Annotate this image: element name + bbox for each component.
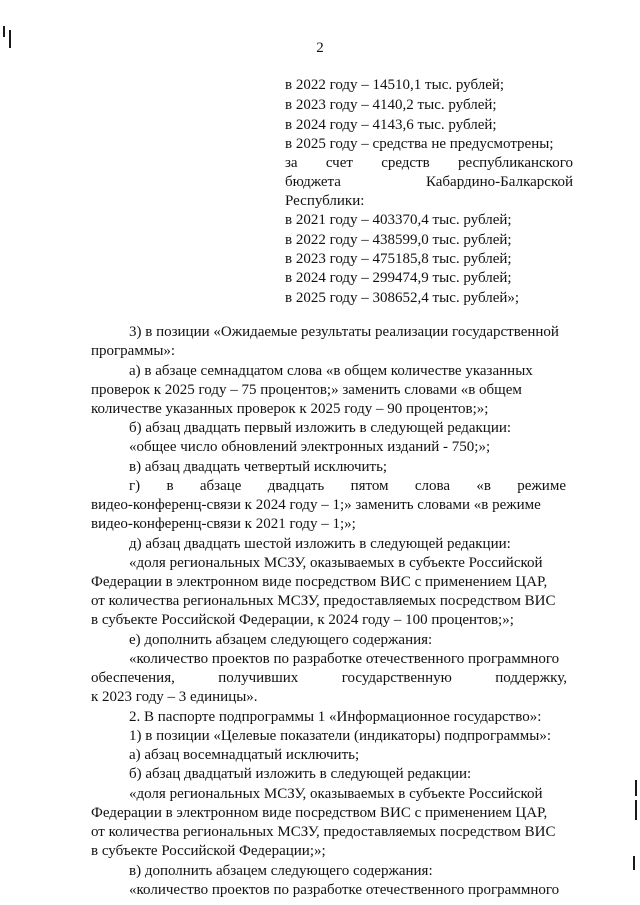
- page-number: 2: [316, 40, 324, 56]
- scan-margin-mark: [635, 800, 637, 820]
- financing-line: в 2024 году – 4143,6 тыс. рублей;: [285, 117, 497, 133]
- paragraph-line: б) абзац двадцатый изложить в следующей редакции:: [129, 766, 472, 782]
- word: слова: [414, 478, 451, 494]
- scan-margin-mark: [633, 856, 635, 870]
- paragraph-line: в) абзац двадцать четвертый исключить;: [129, 459, 388, 475]
- word: «в: [476, 478, 491, 494]
- paragraph-line: в субъекте Российской Федерации, к 2024 году – 100 процентов;»;: [91, 612, 514, 628]
- financing-line: в 2025 году – 308652,4 тыс. рублей»;: [285, 290, 520, 306]
- paragraph-line: к 2023 году – 3 единицы».: [91, 689, 258, 705]
- paragraph-line: «количество проектов по разработке отечественного программного: [129, 651, 560, 667]
- word: пятом: [350, 478, 389, 494]
- paragraph-line: от количества региональных МСЗУ, предоставляемых посредством ВИС: [91, 593, 556, 609]
- paragraph-line: видео-конференц-связи к 2024 году – 1;» заменить словами «в режиме: [91, 497, 541, 513]
- word: счет: [325, 155, 353, 171]
- paragraph-line-justified: [91, 669, 567, 687]
- financing-line: в 2023 году – 4140,2 тыс. рублей;: [285, 97, 497, 113]
- financing-line: в 2025 году – средства не предусмотрены;: [285, 136, 554, 152]
- word: бюджета: [285, 174, 341, 190]
- word: г): [129, 478, 141, 494]
- scan-margin-mark: [3, 26, 5, 37]
- paragraph-line: е) дополнить абзацем следующего содержания:: [129, 632, 433, 648]
- financing-budget-line: [285, 173, 573, 191]
- paragraph-line: в) дополнить абзацем следующего содержания:: [129, 863, 433, 879]
- financing-line: в 2022 году – 438599,0 тыс. рублей;: [285, 232, 512, 248]
- paragraph-line: количестве указанных проверок к 2025 году – 90 процентов;»;: [91, 401, 489, 417]
- paragraph-line: «количество проектов по разработке отечественного программного: [129, 882, 560, 898]
- financing-line: в 2022 году – 14510,1 тыс. рублей;: [285, 77, 505, 93]
- paragraph-line: «общее число обновлений электронных изданий - 750;»;: [129, 439, 491, 455]
- word: Кабардино-Балкарской: [425, 174, 573, 190]
- word: двадцать: [267, 478, 325, 494]
- financing-republic: Республики:: [285, 193, 365, 209]
- financing-line: в 2021 году – 403370,4 тыс. рублей;: [285, 212, 512, 228]
- financing-source-line: [285, 154, 573, 172]
- word: абзаце: [199, 478, 242, 494]
- word: получивших: [218, 670, 299, 686]
- word: обеспечения,: [91, 670, 175, 686]
- paragraph-line: проверок к 2025 году – 75 процентов;» заменить словами «в общем: [91, 382, 522, 398]
- financing-line: в 2023 году – 475185,8 тыс. рублей;: [285, 251, 512, 267]
- paragraph-line: а) в абзаце семнадцатом слова «в общем количестве указанных: [129, 363, 533, 379]
- paragraph-line: б) абзац двадцать первый изложить в следующей редакции:: [129, 420, 512, 436]
- paragraph-line: Федерации в электронном виде посредством ВИС с применением ЦАР,: [91, 574, 548, 590]
- scan-margin-mark: [635, 780, 637, 796]
- paragraph-line: «доля региональных МСЗУ, оказываемых в субъекте Российской: [129, 786, 543, 802]
- paragraph-line: Федерации в электронном виде посредством ВИС с применением ЦАР,: [91, 805, 548, 821]
- word: средств: [381, 155, 430, 171]
- word: республиканского: [457, 155, 573, 171]
- paragraph-line: «доля региональных МСЗУ, оказываемых в субъекте Российской: [129, 555, 543, 571]
- paragraph-line: видео-конференц-связи к 2021 году – 1;»;: [91, 516, 356, 532]
- paragraph-line: 1) в позиции «Целевые показатели (индикаторы) подпрограммы»:: [129, 728, 552, 744]
- paragraph-line: в субъекте Российской Федерации;»;: [91, 843, 326, 859]
- paragraph-line: 3) в позиции «Ожидаемые результаты реализации государственной: [129, 324, 559, 340]
- word: поддержку,: [495, 670, 567, 686]
- word: режиме: [517, 478, 566, 494]
- paragraph-line-justified: [129, 477, 566, 495]
- paragraph-line: д) абзац двадцать шестой изложить в следующей редакции:: [129, 536, 511, 552]
- paragraph-line: а) абзац восемнадцатый исключить;: [129, 747, 360, 763]
- word: в: [166, 478, 174, 494]
- word: за: [285, 155, 298, 171]
- financing-line: в 2024 году – 299474,9 тыс. рублей;: [285, 270, 512, 286]
- paragraph-line: 2. В паспорте подпрограммы 1 «Информационное государство»:: [129, 709, 542, 725]
- paragraph-line: программы»:: [91, 343, 176, 359]
- paragraph-line: от количества региональных МСЗУ, предоставляемых посредством ВИС: [91, 824, 556, 840]
- word: государственную: [341, 670, 452, 686]
